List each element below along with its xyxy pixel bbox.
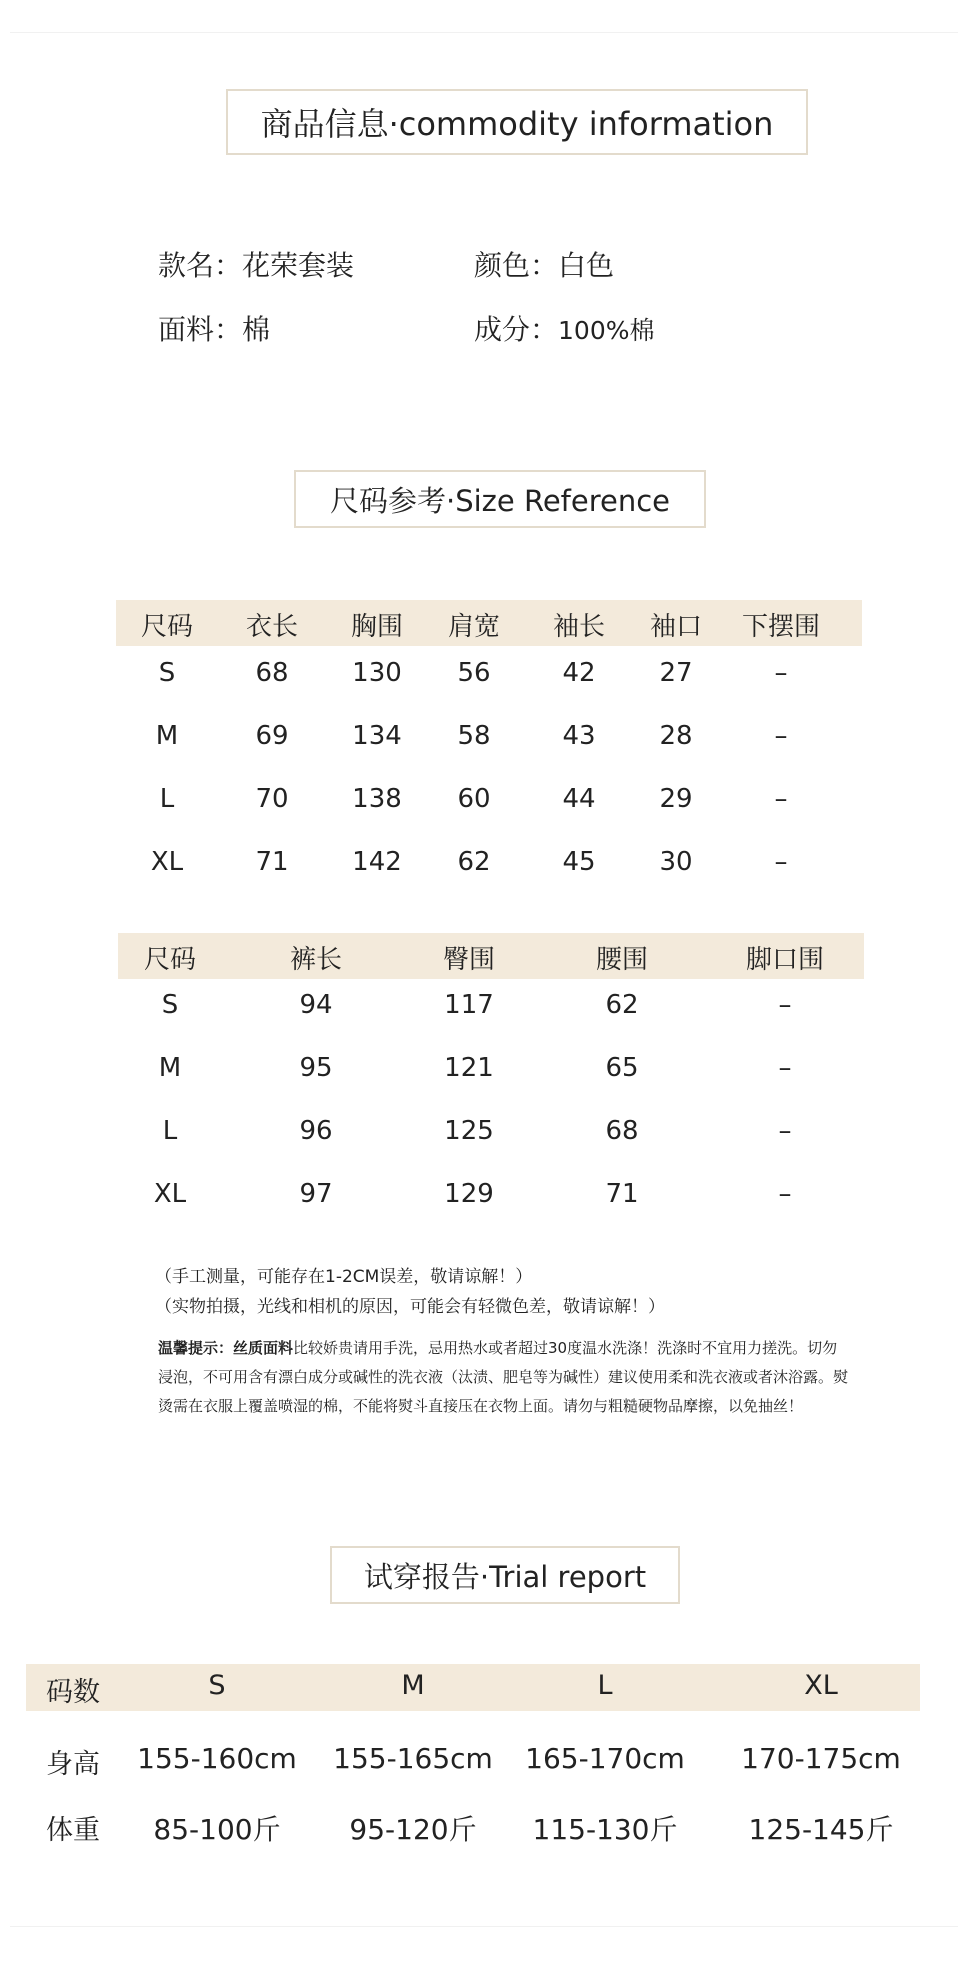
table-cell: 58 [457, 721, 491, 751]
header-cell: 肩宽 [447, 612, 500, 642]
header-cell: 袖口 [649, 612, 702, 642]
table-cell: 129 [444, 1179, 494, 1209]
table-cell: XL [153, 1179, 187, 1209]
table-cell: 97 [299, 1179, 333, 1209]
care-tip-label: 温馨提示：丝质面料 [158, 1339, 294, 1357]
trial-cell: 95-120斤 [349, 1813, 477, 1846]
trial-cell: 165-170cm [525, 1742, 685, 1775]
header-cell: 尺码 [140, 612, 193, 642]
style-name-row [158, 244, 354, 284]
trial-cell: 85-100斤 [153, 1813, 281, 1846]
table-cell: 125 [444, 1116, 494, 1146]
style-name-label: 款名： [158, 249, 243, 282]
trial-header-cell: L [597, 1670, 613, 1701]
table-cell: 44 [562, 784, 596, 814]
size-reference-title-box [294, 470, 706, 528]
table-cell: 27 [659, 658, 693, 688]
table-cell: – [774, 784, 788, 814]
trial-cell: 身高 [46, 1749, 100, 1780]
table-cell: 95 [299, 1053, 333, 1083]
bottom-divider [10, 1926, 958, 1927]
header-cell: 臀围 [442, 945, 495, 975]
table-cell: 29 [659, 784, 693, 814]
table-cell: 62 [457, 847, 491, 877]
table-cell: L [162, 1116, 178, 1146]
table-cell: 69 [255, 721, 289, 751]
trial-cell: 115-130斤 [532, 1813, 678, 1846]
table-cell: 62 [605, 990, 639, 1020]
commodity-title-box [226, 89, 808, 155]
composition-row [474, 308, 655, 348]
header-cell: 裤长 [289, 945, 342, 975]
table-cell: 96 [299, 1116, 333, 1146]
table-cell: S [158, 658, 176, 688]
table-cell: 71 [605, 1179, 639, 1209]
trial-report-title-box [330, 1546, 680, 1604]
table-cell: M [158, 1053, 182, 1083]
table-cell: L [159, 784, 175, 814]
table-cell: 94 [299, 990, 333, 1020]
trial-cell: 体重 [46, 1815, 100, 1846]
trial-cell: 155-165cm [333, 1742, 493, 1775]
table-cell: 70 [255, 784, 289, 814]
table-cell: 28 [659, 721, 693, 751]
table-cell: 68 [255, 658, 289, 688]
fabric-label: 面料： [158, 313, 243, 346]
table-cell: M [155, 721, 179, 751]
care-tip [158, 1334, 848, 1421]
table-cell: – [778, 1053, 792, 1083]
trial-cell: 125-145斤 [748, 1813, 894, 1846]
table-cell: 45 [562, 847, 596, 877]
table-cell: 121 [444, 1053, 494, 1083]
table-cell: – [778, 990, 792, 1020]
color-label: 颜色： [474, 249, 559, 282]
table-cell: 60 [457, 784, 491, 814]
measurement-note: （手工测量，可能存在1-2CM误差，敬请谅解！） [155, 1267, 533, 1287]
fabric-value: 棉 [242, 313, 271, 346]
header-cell: 腰围 [595, 945, 648, 975]
header-cell: 下摆围 [741, 612, 820, 642]
trial-header-cell: 码数 [46, 1677, 100, 1708]
table-cell: 134 [352, 721, 402, 751]
header-cell: 袖长 [552, 612, 605, 642]
color-value: 白色 [558, 249, 615, 282]
table-cell: 130 [352, 658, 402, 688]
trial-header-cell: S [208, 1670, 226, 1701]
table-cell: 30 [659, 847, 693, 877]
style-name-value: 花荣套装 [242, 249, 355, 282]
header-cell: 尺码 [143, 945, 196, 975]
color-row [474, 244, 614, 284]
table-cell: S [161, 990, 179, 1020]
table-cell: – [774, 721, 788, 751]
table-cell: 71 [255, 847, 289, 877]
header-cell: 脚口围 [745, 945, 824, 975]
table-cell: 56 [457, 658, 491, 688]
header-cell: 胸围 [350, 612, 403, 642]
table-cell: 142 [352, 847, 402, 877]
table-cell: 43 [562, 721, 596, 751]
trial-cell: 170-175cm [741, 1742, 901, 1775]
trial-cell: 155-160cm [137, 1742, 297, 1775]
fabric-row [158, 308, 270, 348]
table-cell: 65 [605, 1053, 639, 1083]
table-cell: 68 [605, 1116, 639, 1146]
care-tip-text: 比较娇贵请用手洗，忌用热水或者超过30度温水洗涤！洗涤时不宜用力搓洗。切勿浸泡，不可用含有漂白成分或碱性的洗衣液（汰渍、肥皂等为碱性）建议使用柔和洗衣液或者沐浴露。熨烫需在衣服上覆盖喷湿的棉，不能将熨斗直接压在衣物上面。请勿与粗糙硬物品摩擦，以免抽丝！ [158, 1339, 849, 1415]
composition-label: 成分： [474, 313, 559, 346]
trial-header-cell: M [401, 1670, 425, 1701]
trial-header-cell: XL [804, 1670, 838, 1701]
table-cell: XL [150, 847, 184, 877]
table-cell: – [774, 658, 788, 688]
table-cell: – [774, 847, 788, 877]
table-cell: 42 [562, 658, 596, 688]
photo-note: （实物拍摄，光线和相机的原因，可能会有轻微色差，敬请谅解！） [155, 1297, 665, 1317]
table-cell: – [778, 1116, 792, 1146]
trial-report-title: 试穿报告·Trial report [363, 1559, 647, 1594]
table-cell: 117 [444, 990, 494, 1020]
composition-value: 100%棉 [558, 316, 655, 345]
size-reference-title: 尺码参考·Size Reference [330, 483, 670, 518]
header-cell: 衣长 [245, 612, 298, 642]
table-cell: – [778, 1179, 792, 1209]
table-cell: 138 [352, 784, 402, 814]
top-divider [10, 32, 958, 33]
commodity-title: 商品信息·commodity information [260, 105, 774, 143]
